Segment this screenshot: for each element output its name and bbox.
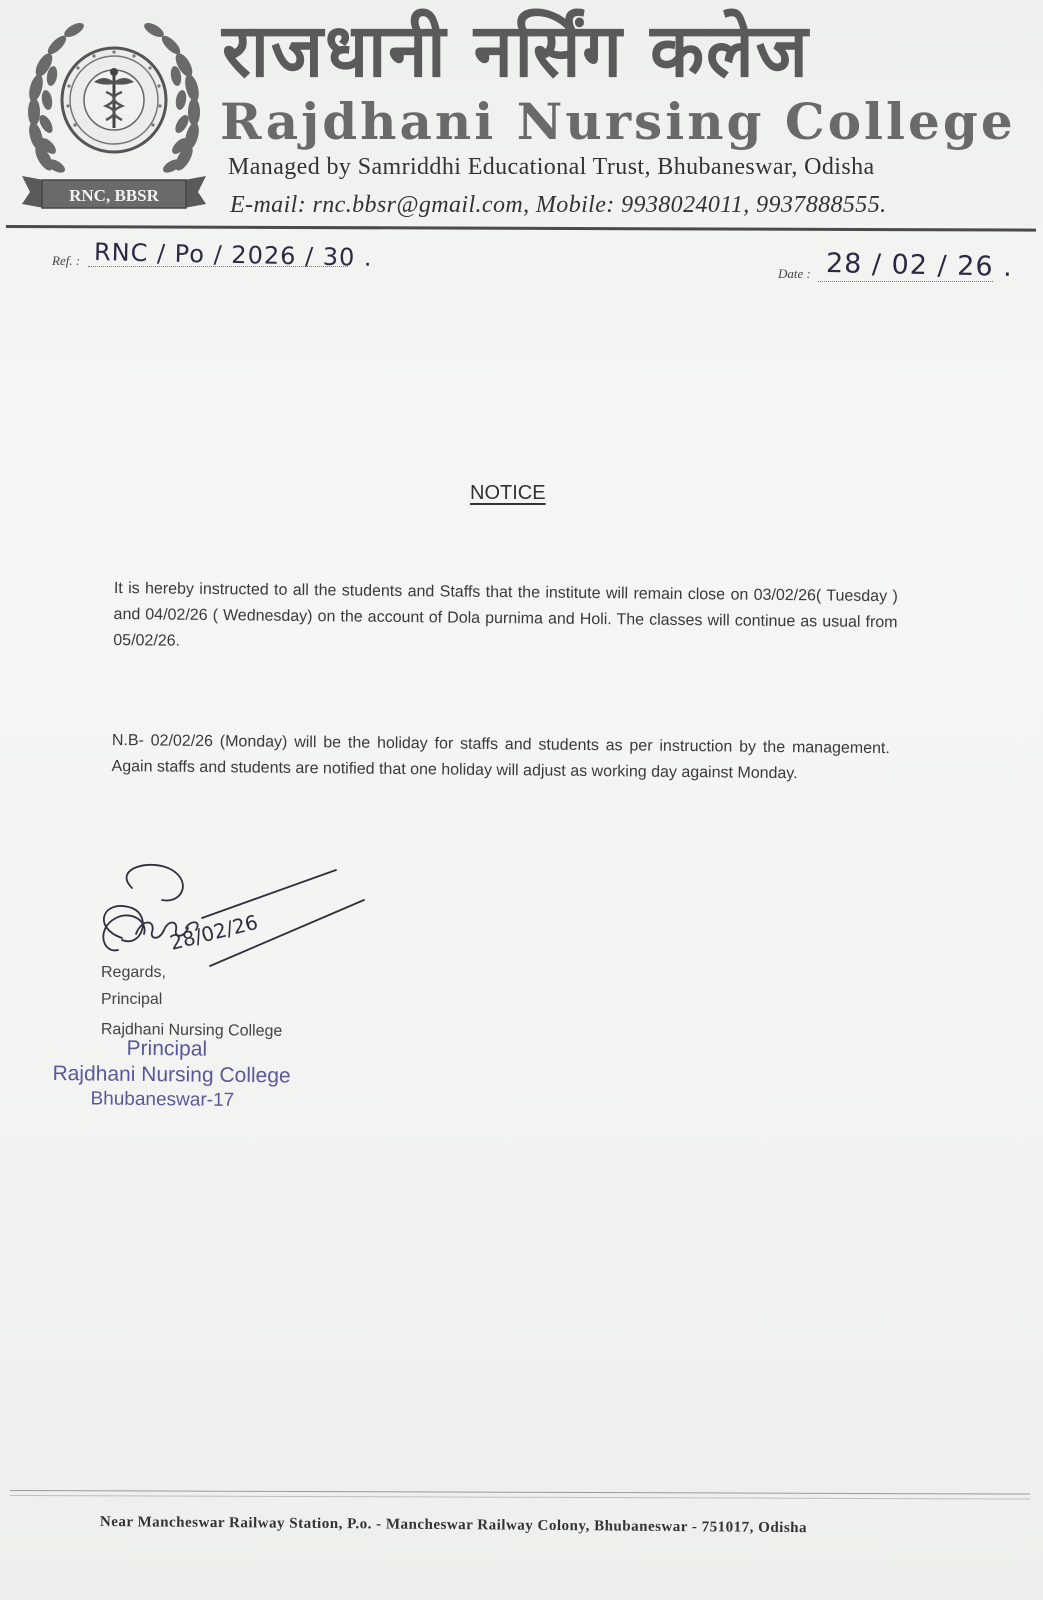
stamp-city: Bhubaneswar-17 <box>90 1088 235 1111</box>
principal-signature <box>92 858 372 978</box>
stamp-principal: Principal <box>126 1036 208 1061</box>
notice-paragraph-nb: N.B- 02/02/26 (Monday) will be the holiday for staffs and students as per instruction by the management. Again staffs and students are notified that one holiday will adjust as working day against Monday. <box>111 731 890 783</box>
signature-date: 28/02/26 <box>167 909 261 955</box>
header-divider <box>6 225 1036 232</box>
ref-number: RNC / Po / 2026 / 30 . <box>93 238 373 272</box>
college-logo-emblem <box>14 8 214 218</box>
footer-divider-secondary <box>10 1495 1030 1500</box>
stamp-college: Rajdhani Nursing College <box>52 1062 291 1088</box>
managed-by-line: Managed by Samriddhi Educational Trust, Bhubaneswar, Odisha <box>228 154 875 180</box>
regards-text: Regards, <box>101 964 166 981</box>
notice-title: NOTICE <box>470 482 546 504</box>
notice-paragraph-1: It is hereby instructed to all the students and Staffs that the institute will remain close on 03/02/26( Tuesday ) and 04/02/26 ( Wednesday) on the account of Dola purnima and Holi. The classes will continue as usual from 05/02/26. <box>113 579 898 650</box>
principal-stamp <box>51 1036 292 1114</box>
college-sign-name: Rajdhani Nursing College <box>100 1021 283 1040</box>
logo-ribbon-text: RNC, BBSR <box>69 186 159 205</box>
college-name-english: Rajdhani Nursing College <box>220 92 1016 151</box>
ref-label: Ref. : <box>52 253 81 268</box>
footer-divider <box>10 1490 1030 1495</box>
date-label: Date : <box>778 266 811 281</box>
contact-line: E-mail: rnc.bbsr@gmail.com, Mobile: 9938024011, 9937888555. <box>230 192 887 218</box>
footer-address: Near Mancheswar Railway Station, P.o. - Mancheswar Railway Colony, Bhubaneswar - 751017, Odisha <box>99 1514 808 1537</box>
date-value: 28 / 02 / 26 . <box>825 248 1014 283</box>
principal-title: Principal <box>101 991 163 1008</box>
college-name-hindi: राजधानी नर्सिंग कलेज <box>222 8 810 94</box>
